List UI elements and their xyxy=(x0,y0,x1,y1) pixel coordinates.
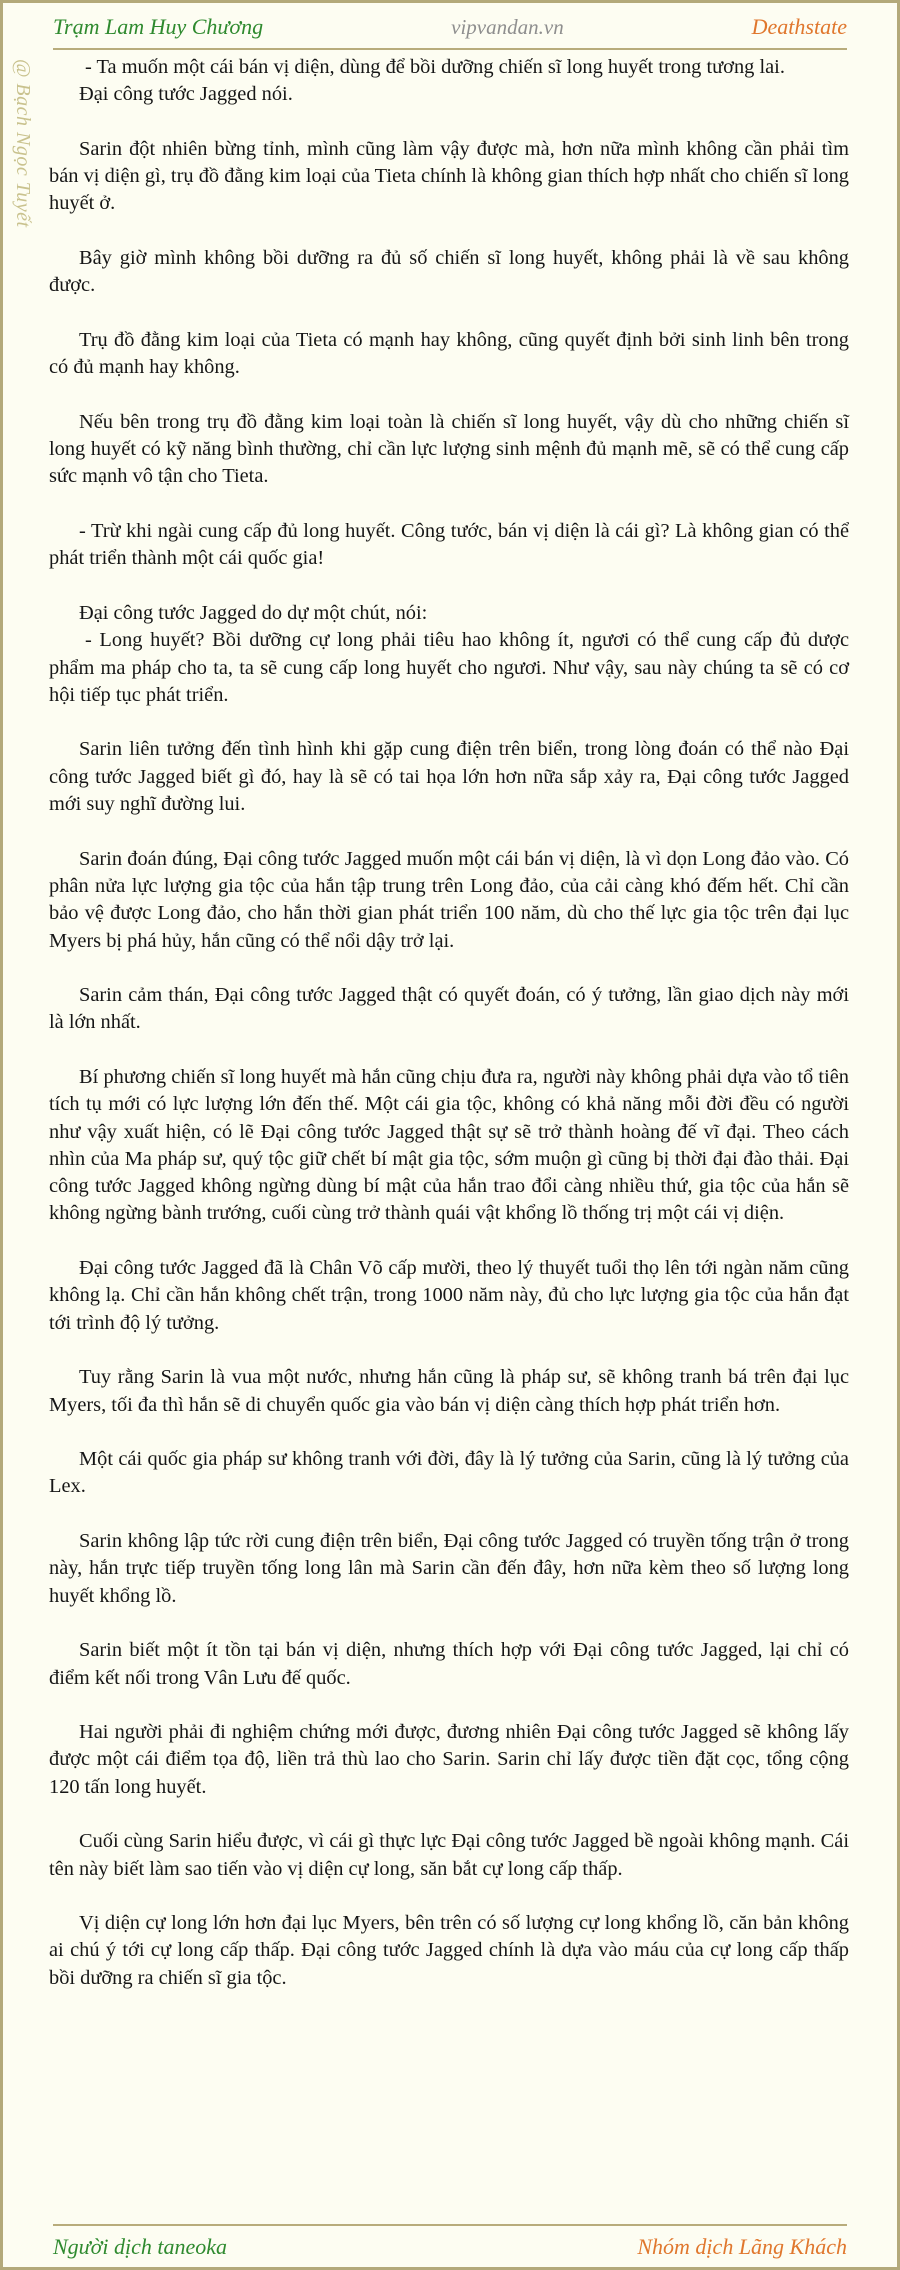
paragraph: Cuối cùng Sarin hiểu được, vì cái gì thực lực Đại công tước Jagged bề ngoài không mạnh. Cái tên này biết làm sao tiến vào vị diện cự long, săn bắt cự long cấp thấp. xyxy=(49,1830,849,1880)
paragraph: Bây giờ mình không bồi dưỡng ra đủ số chiến sĩ long huyết, không phải là về sau không được. xyxy=(49,247,849,297)
paragraph: Một cái quốc gia pháp sư không tranh với đời, đây là lý tưởng của Sarin, cũng là lý tưởng của Lex. xyxy=(49,1448,849,1498)
paragraph: Đại công tước Jagged nói. xyxy=(79,83,293,106)
page-footer xyxy=(53,2229,847,2265)
site-url: vipvandan.vn xyxy=(451,14,564,39)
page-header xyxy=(53,9,847,45)
paragraph: Vị diện cự long lớn hơn đại lục Myers, bên trên có số lượng cự long khổng lồ, căn bản không ai chú ý tới cự long cấp thấp. Đại công tước Jagged chính là dựa vào máu của cự long cấp thấp bồi dưỡng ra chiến sĩ gia tộc. xyxy=(49,1912,849,1989)
paragraph: Bí phương chiến sĩ long huyết mà hắn cũng chịu đưa ra, người này không phải dựa vào tổ tiên tích tụ mới có lực lượng lớn đến thế. Một cái gia tộc, không có khả năng mỗi đời đều có người như vậy xuất hiện, có lẽ Đại công tước Jagged thật sự sẽ trở thành hoàng đế vĩ đại. Theo cách nhìn của Ma pháp sư, quý tộc giữ chết bí mật gia tộc, sớm muộn gì cũng bị thời đại đào thải. Đại công tước Jagged không ngừng dùng bí mật của hắn trao đổi càng nhiều thứ, gia tộc của hắn sẽ không ngừng bành trướng, cuối cùng trở thành quái vật khổng lồ thống trị một cái vị diện. xyxy=(49,1065,849,1225)
footer-divider xyxy=(53,2224,847,2226)
chapter-body xyxy=(49,54,849,2019)
paragraph: Sarin cảm thán, Đại công tước Jagged thật có quyết đoán, có ý tưởng, lần giao dịch này mới là lớn nhất. xyxy=(49,984,849,1034)
paragraph: - Trừ khi ngài cung cấp đủ long huyết. Công tước, bán vị diện là cái gì? Là không gian có thể phát triển thành một cái quốc gia! xyxy=(49,520,849,570)
paragraph: Sarin biết một ít tồn tại bán vị diện, nhưng thích hợp với Đại công tước Jagged, lại chỉ có điểm kết nối trong Vân Lưu đế quốc. xyxy=(49,1639,849,1689)
paragraph: - Ta muốn một cái bán vị diện, dùng để bồi dưỡng chiến sĩ long huyết trong tương lai. xyxy=(85,56,785,78)
paragraph: Sarin đoán đúng, Đại công tước Jagged muốn một cái bán vị diện, là vì dọn Long đảo vào. Có phân nửa lực lượng gia tộc của hắn tập trung trên Long đảo, của cải càng khó đếm hết. Chỉ cần bảo vệ được Long đảo, cho hắn thời gian phát triển 100 năm, dù cho thế lực gia tộc trên đại lục Myers bị phá hủy, hắn cũng có thể nổi dậy trở lại. xyxy=(49,847,849,952)
paragraph: Đại công tước Jagged đã là Chân Võ cấp mười, theo lý thuyết tuổi thọ lên tới ngàn năm cũng không lạ. Chỉ cần hắn không chết trận, trong 1000 năm này, đủ cho lực lượng gia tộc của hắn đạt tới trình độ lý tưởng. xyxy=(49,1257,849,1334)
paragraph: Nếu bên trong trụ đồ đằng kim loại toàn là chiến sĩ long huyết, vậy dù cho những chiến sĩ long huyết có kỹ năng bình thường, chỉ cần lực lượng sinh mệnh đủ mạnh mẽ, sẽ có thể cung cấp sức mạnh vô tận cho Tieta. xyxy=(49,410,849,488)
paragraph: Đại công tước Jagged do dự một chút, nói: xyxy=(79,601,428,624)
paragraph: - Long huyết? Bồi dưỡng cự long phải tiêu hao không ít, ngươi có thể cung cấp đủ dược phẩm ma pháp cho ta, ta sẽ cung cấp long huyết cho ngươi. Như vậy, sau này chúng ta sẽ có cơ hội tiếp tục phát triển. xyxy=(49,629,849,706)
story-title: Deathstate xyxy=(751,14,847,39)
header-divider xyxy=(53,48,847,50)
translator-credit: Người dịch taneoka xyxy=(53,2234,228,2259)
paragraph: Sarin không lập tức rời cung điện trên biển, Đại công tước Jagged có truyền tống trận ở trong này, hắn trực tiếp truyền tống long lân mà Sarin cần đến đây, hơn nữa kèm theo số lượng long huyết khổng lồ. xyxy=(49,1530,849,1607)
side-watermark: @ Bạch Ngọc Tuyết xyxy=(12,59,34,228)
site-name: Trạm Lam Huy Chương xyxy=(53,14,264,39)
paragraph: Sarin đột nhiên bừng tỉnh, mình cũng làm vậy được mà, hơn nữa mình không cần phải tìm bán vị diện gì, trụ đồ đằng kim loại của Tieta chính là không gian thích hợp nhất cho chiến sĩ long huyết ở. xyxy=(49,137,849,215)
paragraph: Hai người phải đi nghiệm chứng mới được, đương nhiên Đại công tước Jagged sẽ không lấy được một cái điểm tọa độ, liền trả thù lao cho Sarin. Sarin chỉ lấy được tiền đặt cọc, tổng cộng 120 tấn long huyết. xyxy=(49,1721,849,1798)
paragraph: Trụ đồ đằng kim loại của Tieta có mạnh hay không, cũng quyết định bởi sinh linh bên trong có đủ mạnh hay không. xyxy=(49,328,849,379)
paragraph: Sarin liên tưởng đến tình hình khi gặp cung điện trên biển, trong lòng đoán có thể nào Đại công tước Jagged biết gì đó, hay là sẽ có tai họa lớn hơn nữa sắp xảy ra, Đại công tước Jagged mới suy nghĩ đường lui. xyxy=(49,738,849,816)
translation-group: Nhóm dịch Lãng Khách xyxy=(637,2234,847,2259)
paragraph: Tuy rằng Sarin là vua một nước, nhưng hắn cũng là pháp sư, sẽ không tranh bá trên đại lục Myers, tối đa thì hắn sẽ di chuyển quốc gia vào bán vị diện càng thích hợp phát triển hơn. xyxy=(49,1366,849,1416)
